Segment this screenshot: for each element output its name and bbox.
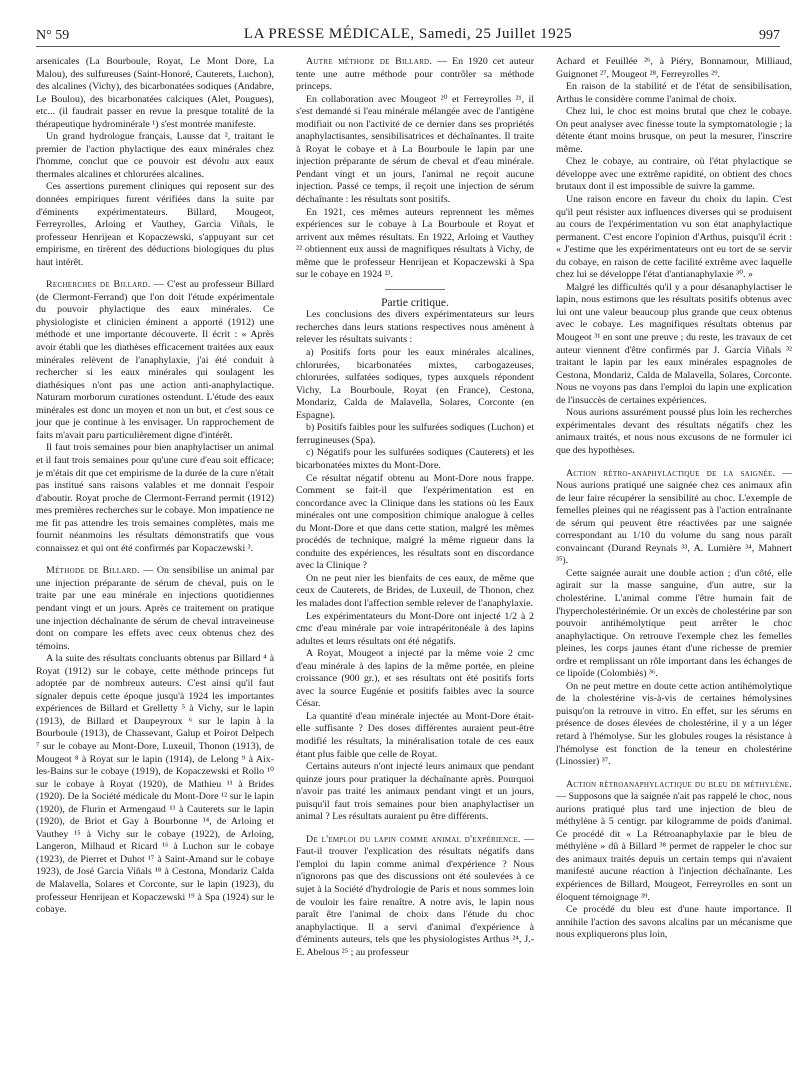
page-number: 997	[759, 28, 780, 43]
section-heading: De l'emploi du lapin comme animal d'expérience.	[306, 833, 521, 845]
section-text: — C'est au professeur Billard (de Clermont-Ferrand) que l'on doit l'étude expérimentale du pouvoir phylactique des eaux minérales. Ce physiologiste et clinicien éminent a apporté (1912) une méthode et une importante découverte. Il écrit : « Après avoir établi que les diathèses efficacement traitées aux eaux minérales relèvent de l'anaphylaxie, j'ai été conduit à rechercher si les eaux minérales qui soulagent les diathésiques n'ont pas une action anti-anaphylactique. Naturam morborum curationes ostendunt. L'étude des eaux minérales est donc un moyen et non un but, et c'est sous ce jour que je continue à les envisager. Un rapprochement de faits m'avait paru particulièrement digne d'intérêt.	[36, 279, 275, 441]
section-heading: Action rétro-anaphylactique de la saignée.	[566, 467, 776, 479]
section-paragraph	[556, 468, 792, 568]
paragraph: En raison de la stabilité et de l'état de sensibilisation, Arthus le considère comme l'animal de choix.	[556, 81, 792, 105]
paragraph: En 1921, ces mêmes auteurs reprennent les mêmes expériences sur le cobaye à La Bourboule et Royat et arrivent aux mêmes résultats. En 1922, Arloing et Vauthey ²² obtiennent eux aussi de magnifiques résultats à Vichy, de même que le professeur Henrijean et Kopaczewski à Spa sur le cobaye en 1924 ²³.	[296, 206, 534, 281]
section-text: — Nous aurions pratiqué une saignée chez ces animaux afin de leur faire récupérer la sensibilité au choc. L'exemple de femelles pleines qui ne réagissent pas à l'action entraînante de sérum qui peuvent être réactivées par une saignée correspondant au 1/10 du volume du sang nous paraît convaincant (Durand Reynals ³³, A. Lumière ³⁴, Mahnert ³⁵).	[556, 467, 793, 567]
page-header	[36, 22, 780, 47]
section-text: — Faut-il trouver l'explication des résultats négatifs dans l'emploi du lapin comme animal d'expérience ? Nous n'ignorons pas que des discussions ont été soulevées à ce sujet à la Société d'hydrologie de Paris et nous sommes loin de vouloir les faire renaître. A notre avis, le lapin nous paraît être l'animal de choix dans l'étude du choc anaphylactique. Il a servi d'animal d'expérience à d'éminents auteurs, tels que les physiologistes Arthus ²⁴, J.-E. Abelous ²⁵ ; au professeur	[296, 833, 534, 958]
paragraph: arsenicales (La Bourboule, Royat, Le Mont Dore, La Malou), des sulfureuses (Saint-Honoré, Cauterets, Luchon), des alcalines (Vichy), des bicarbonatées sodiques (Andabre, Le Boulou), des bicarbonatées calciques (Alet, Pougues), etc... (il faudrait passer en revue la presque totalité de la thérapeutique hydrominérale ¹) s'est montrée manifeste.	[36, 56, 274, 130]
paragraph: c) Négatifs pour les sulfurées sodiques (Cauterets) et les bicarbonatées mixtes du Mont-Dore.	[296, 447, 534, 471]
paragraph: Ces assertions purement cliniques qui reposent sur des données empiriques furent vérifiées dans la suite par d'éminents expérimentateurs. Billard, Mougeot, Ferreyrolles, Arloing et Vauthey, Garcia Viñals, le professeur Henrijean et Kopaczewski, s'appuyant sur cet empirisme, en tirèrent des déductions biologiques du plus haut intérêt.	[36, 181, 274, 268]
section-heading: Méthode de Billard.	[46, 565, 140, 577]
section-heading: Recherches de Billard.	[46, 279, 151, 291]
issue-number: N° 59	[36, 28, 70, 43]
journal-title: LA PRESSE MÉDICALE, Samedi, 25 Juillet 1925	[243, 26, 573, 42]
section-heading: Action rétroanaphylactique du bleu de méthylène.	[566, 778, 792, 790]
section-text: — Supposons que la saignée n'ait pas rappelé le choc, nous aurions pratiqué plus tard une injection de bleu de méthylène à 5 centigr. par kilogramme de poids d'animal. Ce procédé dit « La Rétroanaphylaxie par le bleu de méthylène » dû à Billard ³⁸ permet de rappeler le choc sur des animaux traités depuis un certain temps qui n'avaient manifesté aucune réaction à l'injection déchaînante. Les expériences de Billard, Mougeot, Ferreyrolles en sont un éloquent témoignage ³⁹.	[556, 791, 792, 903]
paragraph: Une raison encore en faveur du choix du lapin. C'est qu'il peut résister aux influences diverses qui se produisent au cours de l'expérimentation vu son état anaphylactique permanent. C'est encore l'opinion d'Arthus, puisqu'il écrit : « J'estime que les expérimentateurs ont eu tort de se servir du cobaye, en raison de cette facilité extrême avec laquelle chez lui se développe l'état d'antianaphylaxie ³⁰. »	[556, 194, 792, 281]
paragraph: Nous aurions assurément poussé plus loin les recherches expérimentales devant des résultats négatifs chez les animaux traités, et nous nous excusons de ne formuler ici que des hypothèses.	[556, 407, 792, 456]
paragraph: b) Positifs faibles pour les sulfurées sodiques (Luchon) et ferrugineuses (Spa).	[296, 422, 534, 446]
paragraph: En collaboration avec Mougeot ²⁰ et Ferreyrolles ²¹, il s'est demandé si l'eau minérale mélangée avec de l'antigène modifiait ou non l'activité de ce dernier dans ses propriétés anaphylactisantes, sensibilisatrices et déchaînantes. Il traite à Royat le cobaye et à La Bourboule le lapin par une injection préparante de sérum de cheval et d'eau minérale. Pendant vingt et un jours, l'animal ne reçoit aucune injection. Passé ce temps, il reçoit une injection de sérum déchaînante : les résultats sont positifs.	[296, 93, 534, 206]
paragraph: Chez le cobaye, au contraire, où l'état phylactique se développe avec une extrême rapidité, on obtient des chocs brutaux dont il est impossible de suivre la gamme.	[556, 156, 792, 193]
divider	[385, 289, 445, 290]
section-heading: Autre méthode de Billard.	[306, 56, 433, 67]
paragraph: Malgré les difficultés qu'il y a pour désanaphylactiser le lapin, nous estimons que les résultats positifs obtenus avec lui ont une valeur beaucoup plus grande que ceux obtenus avec le cobaye. Les magnifiques résultats obtenus par Mougeot ³¹ en sont une preuve ; du reste, les travaux de cet auteur viennent d'être confirmés par J. Garcia Viñals ³² traitant le lapin par les eaux minérales espagnoles de Cestona, Mondariz, Calda de Malavella, Solares, Corconte. Nous ne voyons pas dans l'emploi du lapin une explication de l'insuccès de certaines expériences.	[556, 281, 792, 406]
paragraph: Il faut trois semaines pour bien anaphylactiser un animal et il faut trois semaines pour qu'une cure d'eau soit efficace; je m'étais dit que cet empirisme de la durée de la cure n'était pas institué sans raisons valables et me donnait l'espoir d'aboutir. Royat proche de Clermont-Ferrand permit (1912) mes premières recherches sur le cobaye. Mon impatience ne me fit pas attendre les trois semaines complètes, mais me fournit néanmoins les résultats démonstratifs que vous connaissez et qui ont été confirmés par Kopaczewski ³.	[36, 442, 274, 554]
section-text: — On sensibilise un animal par une injection préparante de sérum de cheval, puis on le traite par une eau minérale en injections quotidiennes pendant vingt et un jours. Après ce traitement on pratique une injection déchaînante de sérum de cheval intraveineuse dont on compare les effets avec ceux obtenus chez des témoins.	[36, 565, 274, 652]
section-text: — En 1920 cet auteur tente une autre méthode pour contrôler sa méthode princeps.	[296, 56, 534, 93]
paragraph: Ce résultat négatif obtenu au Mont-Dore nous frappe. Comment se fait-il que l'expérimentation est en concordance avec la Clinique dans les stations où les Eaux minérales ont une composition chimique analogue à celles du Mont-Dore et que dans cette station, malgré les mêmes procédés de technique, malgré la même rigueur dans la conduite des expériences, les résultats sont en discordance avec la Clinique ?	[296, 472, 534, 572]
paragraph: a) Positifs forts pour les eaux minérales alcalines, chlorurées, bicarbonatées mixtes, carbogazeuses, chlorurées, sulfatées sodiques, types auxquels répondent Vichy, La Bourboule, Royat (en France), Cestona, Mondariz, Calda de Malavella, Solares, Corconte (en Espagne).	[296, 347, 534, 421]
paragraph: Ce procédé du bleu est d'une haute importance. Il annihile l'action des savons alcalins par un mécanisme que nous expliquerons plus loin,	[556, 904, 792, 941]
column-left	[36, 56, 274, 917]
section-paragraph	[296, 56, 534, 94]
section-paragraph	[556, 779, 792, 904]
paragraph: Certains auteurs n'ont injecté leurs animaux que pendant quinze jours pour pratiquer la déchaînante après. Pourquoi n'avoir pas traité les animaux pendant vingt et un jours, puisqu'il faut trois semaines pour bien anaphylactiser un animal ? Les résultats auraient pu être différents.	[296, 761, 534, 823]
paragraph: On ne peut nier les bienfaits de ces eaux, de même que ceux de Cauterets, de Brides, de Luxeuil, de Thonon, chez les malades dont l'affection semble relever de l'anaphylaxie.	[296, 572, 534, 609]
section-paragraph	[36, 279, 274, 442]
paragraph: Cette saignée aurait une double action ; d'un côté, elle agirait sur la masse sanguine, d'un autre, sur la cholestérine. L'animal comme l'être humain fait de l'hypercholestérinémie. Or un excès de cholestérine par son pouvoir antihémolytique peut arrêter le choc anaphylactique. On retrouve l'exemple chez les femelles pleines, les corps jaunes étant d'une richesse de premier ordre et remplissant un rôle important dans les échanges de ce lipoïde (Colombiès) ³⁶.	[556, 567, 792, 680]
column-right	[556, 56, 792, 942]
paragraph: Les conclusions des divers expérimentateurs sur leurs recherches dans leurs stations respectives nous amènent à relever les résultats suivants :	[296, 309, 534, 346]
paragraph: Achard et Feuillée ²⁶, à Piéry, Bonnamour, Milliaud, Guignonet ²⁷, Mougeot ²⁸, Ferreyrolles ²⁹.	[556, 56, 792, 80]
paragraph: La quantité d'eau minérale injectée au Mont-Dore était-elle suffisante ? Des doses différentes auraient peut-être modifié les résultats, la minéralisation totale de ces eaux étant plus faible que celle de Royat.	[296, 710, 534, 760]
section-title: Partie critique.	[381, 296, 449, 309]
paragraph: Un grand hydrologue français, Lausse dat ², traitant le premier de l'action phylactique des eaux minérales chez l'homme, conclut que ce pouvoir est dévolu aux eaux thermales alcalines et chlorurées alcalines.	[36, 131, 274, 180]
paragraph: Les expérimentateurs du Mont-Dore ont injecté 1/2 à 2 cmc d'eau minérale par voie intrapéritonéale à des lapins adultes et leurs résultats ont été négatifs.	[296, 610, 534, 647]
paragraph: A la suite des résultats concluants obtenus par Billard ⁴ à Royat (1912) sur le cobaye, cette méthode princeps fut adoptée par de nombreux auteurs. C'est ainsi qu'il faut signaler depuis cette époque jusqu'à 1924 les importantes expériences de Billard et Grelletty ⁵ à Vichy, sur le lapin (1913), de Billard et Daupeyroux ⁶ sur le lapin à la Bourboule (1913), de Chassevant, Galup et Poirot Delpech ⁷ sur le cobaye au Mont-Dore, Luxeuil, Thonon (1913), de Mougeot ⁸ à Royat sur le lapin (1914), de Lelong ⁹ à Aix-les-Bains sur le cobaye (1919), de Kopaczewski et Rollo ¹⁰ sur le cobaye à Royat (1920), de Mathieu ¹¹ à Brides (1920). De la Société médicale du Mont-Dore ¹² sur le lapin (1920), de Flurin et Armengaud ¹³ à Cauterets sur le lapin (1920), de Briot et Gay à Bourbonne ¹⁴, de Arloing et Vauthey ¹⁵ à Vichy sur le cobaye (1922), de Arloing, Langeron, Milhaud et Ricard ¹⁶ à Luchon sur le cobaye (1923), de Pierret et Duhot ¹⁷ à Saint-Amand sur le cobaye 1923), de José Garcia Viñals ¹⁸ à Cestona, Mondariz Calda de Malavella, Solares et Corconte, sur le lapin (1923), du professeur Henrijean et Kopaczewski ¹⁹ à Spa (1924) sur le cobaye.	[36, 653, 274, 916]
section-paragraph	[296, 834, 534, 959]
paragraph: A Royat, Mougeot a injecté par la même voie 2 cmc d'eau minérale à des lapins de la même portée, en pleine croissance (900 gr.), et ses résultats ont été positifs forts avec la source Eugénie et positifs faibles avec la source César.	[296, 648, 534, 710]
column-middle	[296, 56, 534, 959]
paragraph: On ne peut mettre en doute cette action antihémolytique de la cholestérine vis-à-vis de certaines hémolysines puisqu'on la retrouve in vitro. En effet, sur les sérums en présence de doses élevées de cholestérine, il y a un léger retard à l'hémolyse. Sur les globules rouges la résistance à l'hémolyse est fonction de la teneur en cholestérine (Linossier) ³⁷.	[556, 680, 792, 768]
section-paragraph	[36, 565, 274, 653]
paragraph: Chez lui, le choc est moins brutal que chez le cobaye. On peut analyser avec finesse toute la symptomatologie ; la détente étant moins brusque, on peut la mesurer, l'inscrire même.	[556, 106, 792, 155]
